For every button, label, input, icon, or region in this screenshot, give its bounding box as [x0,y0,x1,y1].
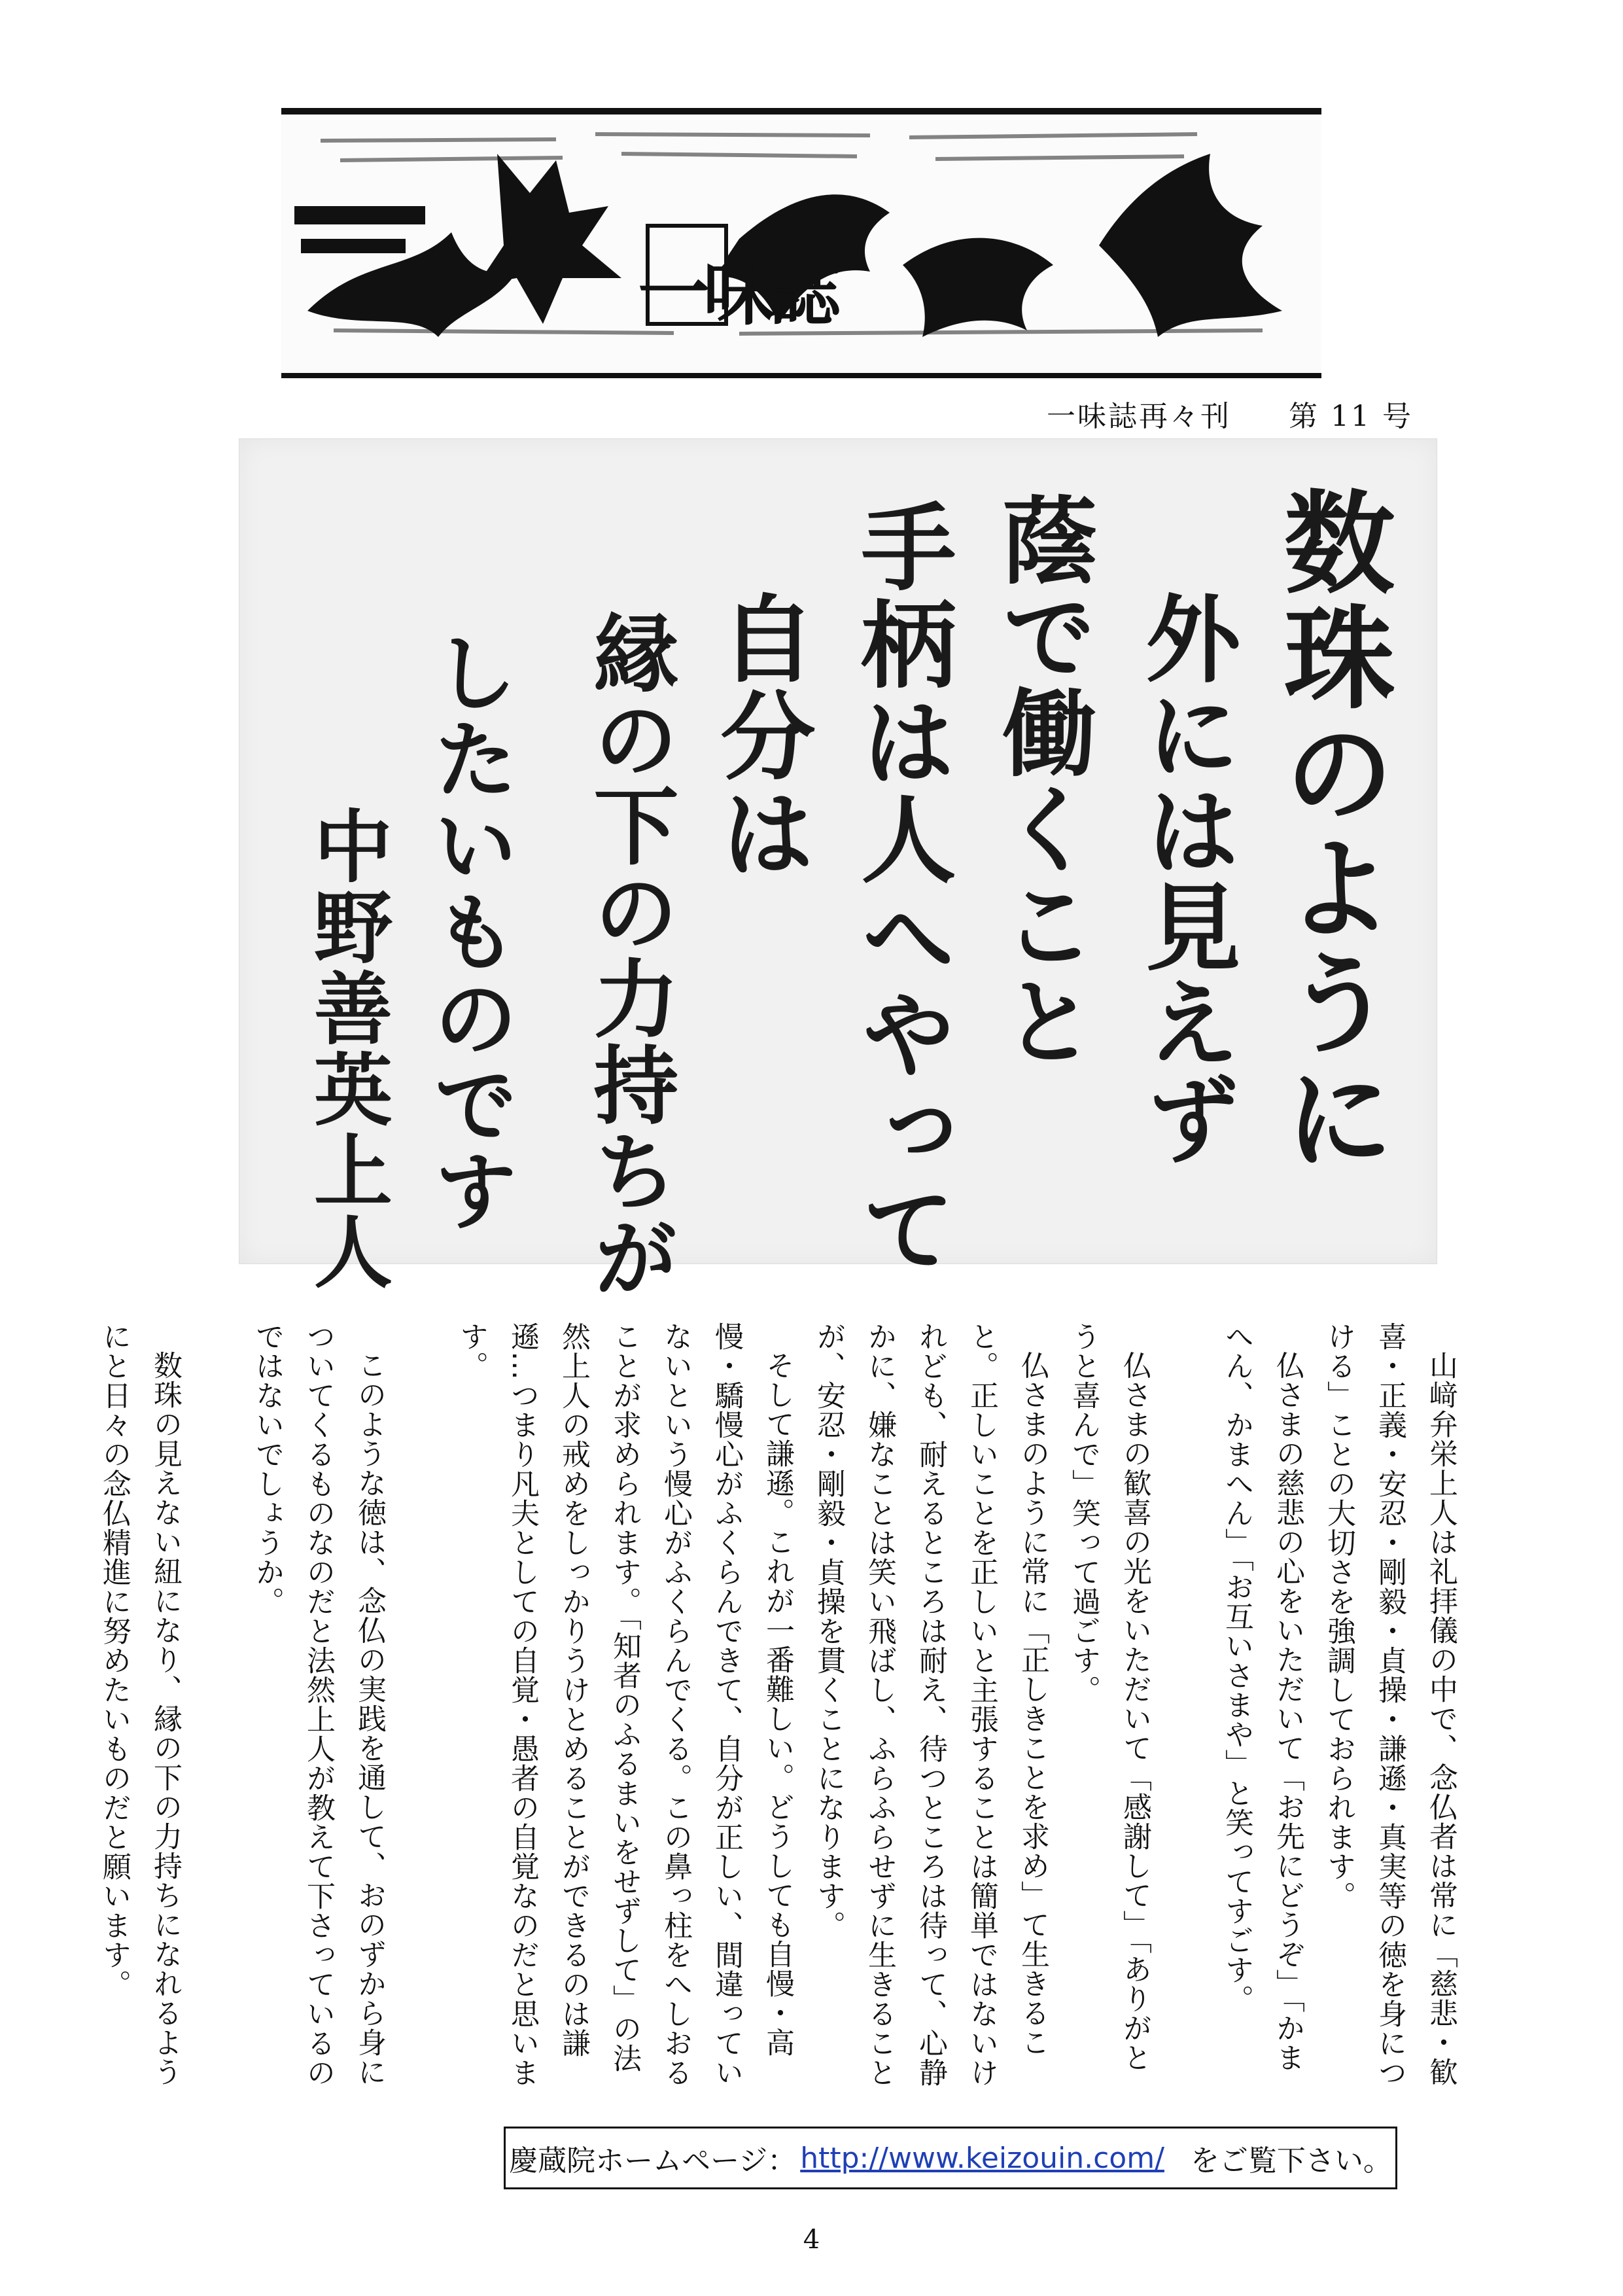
article-body [97,1322,1466,2094]
paragraph: 仏さまの歓喜の光をいただいて「感謝して」「ありがとうと喜んで」笑って過ごす。 [1067,1322,1151,2072]
paragraph: 山﨑弁栄上人は礼拝儀の中で、念仏者は常に「慈悲・歓喜・正義・安忍・剛毅・貞操・謙遜・真実等の徳を身につける」ことの大切さを強調しておられます。 [1322,1322,1457,2087]
issue-number: 第 11 号 [1289,400,1413,433]
calligraphy-line: 外には見えず [1130,590,1241,1167]
homepage-prefix: 慶蔵院ホームページ： [509,2144,797,2178]
homepage-link[interactable]: http://www.keizouin.com/ [800,2141,1164,2175]
calligraphy-line: 数珠のように [1265,485,1395,1176]
calligraphy-line: 自分は [705,590,816,882]
calligraphy-line: 蔭で働くこと [986,491,1097,1069]
calligraphy-line: 縁の下の力持ちが [580,609,680,1300]
page-number: 4 [803,2225,820,2255]
calligraphy-signature: 中野善英上人 [301,805,393,1292]
homepage-notice [504,2127,1397,2189]
masthead-banner [281,108,1321,378]
calligraphy-board [239,438,1437,1300]
calligraphy-line: したいものです [419,629,519,1233]
homepage-suffix: をご覧下さい。 [1190,2144,1392,2178]
issue-line [1047,393,1413,434]
paragraph: そして謙遜。これが一番難しい。どうしても自慢・高慢・驕慢心がふくらんできて、自分が正しい、間違っていないという慢心がふくらんでくる。この鼻っ柱をへしおることが求められます。「知者のふるまいをせずして」の法然上人の戒めをしっかりうけとめることができるのは謙遜…つまり凡夫としての自覚・愚者の自覚なのだと思います。 [455,1322,794,2087]
masthead-title: 一味誌 [638,251,834,335]
issue-label: 一味誌再々刊 [1047,400,1231,433]
paragraph: 仏さまのように常に「正しきことを求め」て生きること。正しいことを正しいと主張することは簡単ではないけれども、耐えるところは耐え、待つところは待って、心静かに、嫌なことは笑い飛ばし、ふらふらせずに生きることが、安忍・剛毅・貞操を貫くことになります。 [812,1322,1049,2087]
calligraphy-line: 手柄は人へやって [845,498,956,1278]
paragraph: このような徳は、念仏の実践を通して、おのずから身についてくるものなのだと法然上人が教えて下さっているのではないでしょうか。 [251,1322,386,2087]
paragraph: 仏さまの慈悲の心をいただいて「お先にどうぞ」「かまへん、かまへん」「お互いさまや」と笑ってすごす。 [1220,1322,1304,2072]
paragraph: 数珠の見えない紐になり、縁の下の力持ちになれるようにと日々の念仏精進に努めたいものだと願います。 [97,1322,182,2087]
